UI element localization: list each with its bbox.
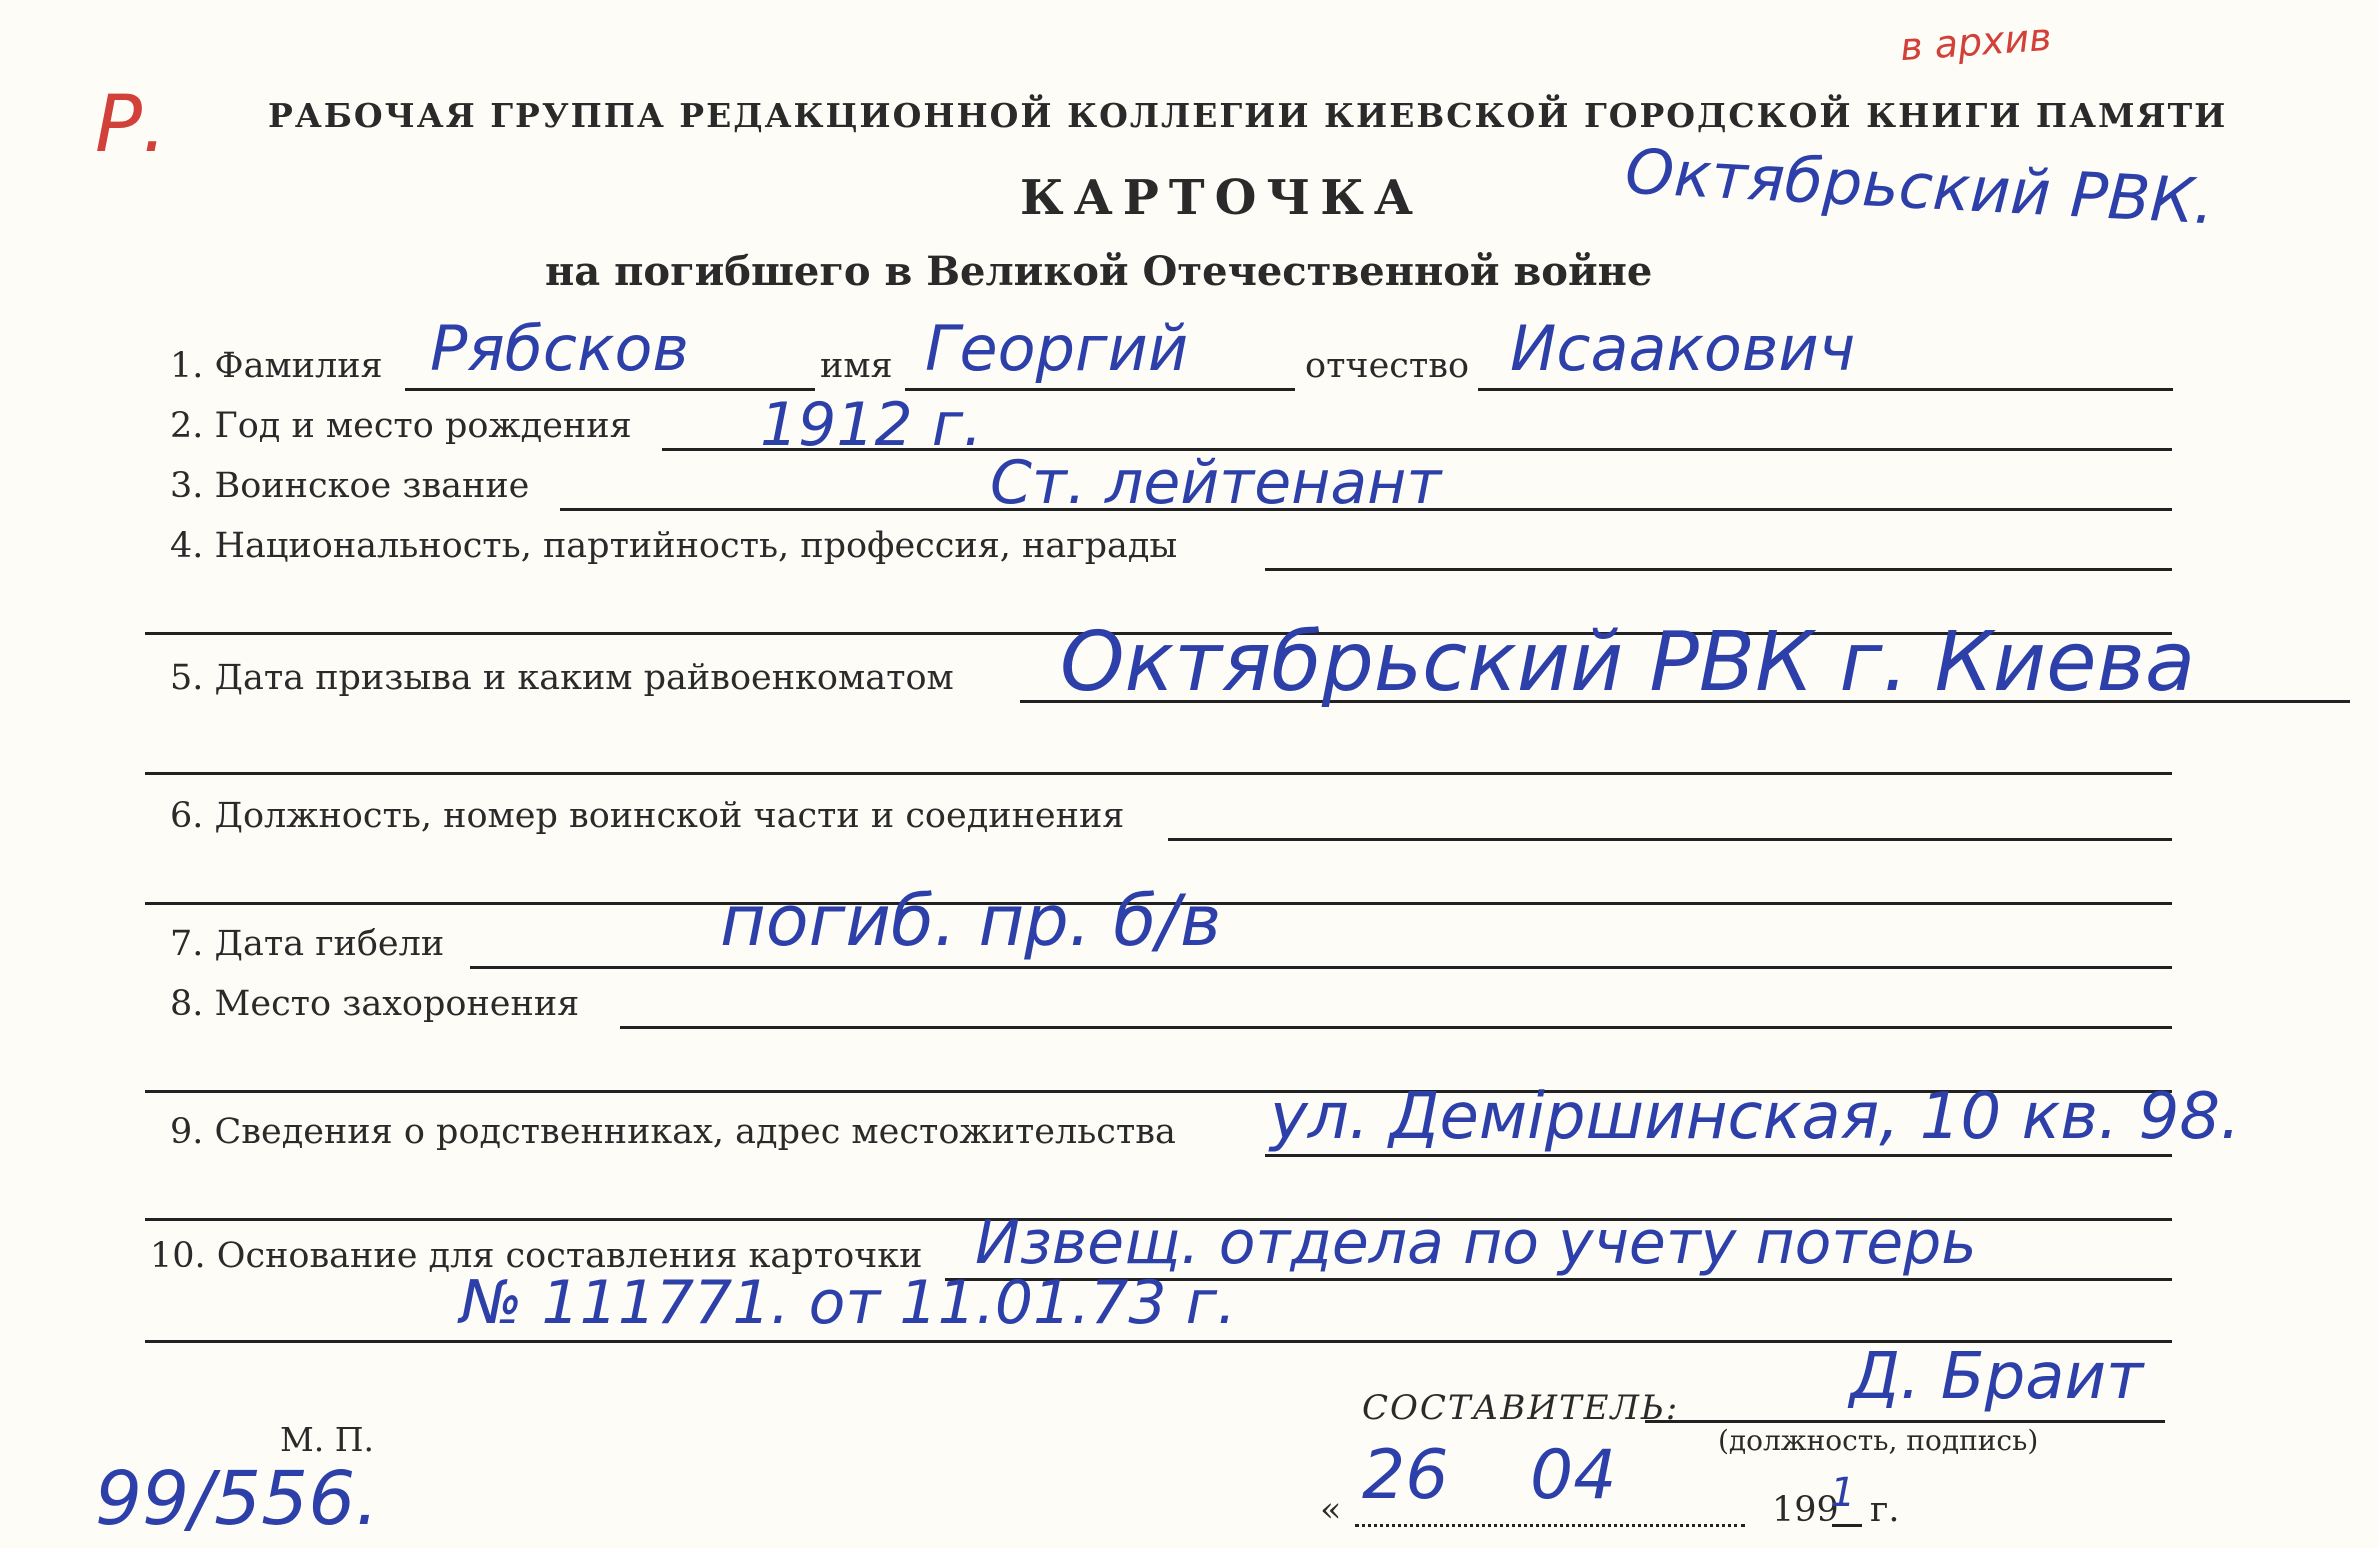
date-year-prefix: 199 [1772,1490,1839,1530]
compiler-line[interactable] [1645,1420,2165,1423]
field-draft-label: 5. Дата призыва и каким райвоенкоматом [170,658,954,698]
date-day-value: 26 [1362,1436,1449,1515]
date-open-quote: « [1320,1490,1342,1530]
name-value: Георгий [925,312,1189,385]
field-surname-line[interactable] [405,388,815,391]
compiler-hint: (должность, подпись) [1718,1424,2039,1457]
compiler-label: СОСТАВИТЕЛЬ: [1362,1388,1680,1428]
card-title: КАРТОЧКА [1020,170,1423,226]
corner-red-mark: Р. [95,80,167,170]
stamp-place-label: М. П. [280,1420,375,1459]
field-basis-label: 10. Основание для составления карточки [150,1236,923,1276]
card-header: РАБОЧАЯ ГРУППА РЕДАКЦИОННОЙ КОЛЛЕГИИ КИЕВСКОЙ ГОРОДСКОЙ КНИГИ ПАМЯТИ [268,96,2228,135]
draft-value: Октябрьский РВК г. Киева [1060,615,2196,710]
date-month-value: 04 [1530,1436,1617,1515]
card-subtitle: на погибшего в Великой Отечественной войне [545,248,1653,295]
death-value: погиб. пр. б/в [720,880,1222,962]
field-nationality-label: 4. Национальность, партийность, профессия, награды [170,526,1178,566]
rank-value: Ст. лейтенант [990,448,1442,518]
field-patronymic-label: отчество [1305,346,1470,386]
field-relatives-label: 9. Сведения о родственниках, адрес местожительства [170,1112,1176,1152]
ledger-number: 99/556. [95,1456,379,1542]
patronymic-value: Исаакович [1510,312,1856,385]
basis-value-line1: Извещ. отдела по учету потерь [975,1208,1977,1278]
field-name-label: имя [820,346,893,386]
field-rank-label: 3. Воинское звание [170,466,530,506]
birth-year-value: 1912 г. [760,390,983,460]
field-nationality-line[interactable] [1265,568,2172,571]
field-surname-label: 1. Фамилия [170,346,383,386]
date-year-suffix: г. [1870,1490,1900,1530]
field-position-line[interactable] [1168,838,2172,841]
field-birth-label: 2. Год и место рождения [170,406,632,446]
date-year-line[interactable] [1832,1524,1862,1527]
field-death-line[interactable] [470,966,2172,969]
field-draft-line-2[interactable] [145,772,2172,775]
basis-value-line2: № 111771. от 11.01.73 г. [460,1268,1237,1338]
field-relatives-line[interactable] [1265,1154,2172,1157]
field-death-label: 7. Дата гибели [170,924,445,964]
field-patronymic-line[interactable] [1478,388,2173,391]
compiler-signature: Д. Браит [1850,1340,2144,1414]
field-burial-label: 8. Место захоронения [170,984,580,1024]
district-commissariat-note: Октябрьский РВК. [1623,134,2216,239]
archive-red-note: в архив [1898,14,2053,70]
field-burial-line[interactable] [620,1026,2172,1029]
surname-value: Рябсков [430,312,689,385]
date-year-digit: 1 [1830,1470,1856,1516]
field-position-label: 6. Должность, номер воинской части и соединения [170,796,1125,836]
relatives-value: ул. Деміршинская, 10 кв. 98. [1270,1080,2241,1154]
date-dotted-line[interactable] [1355,1524,1745,1527]
